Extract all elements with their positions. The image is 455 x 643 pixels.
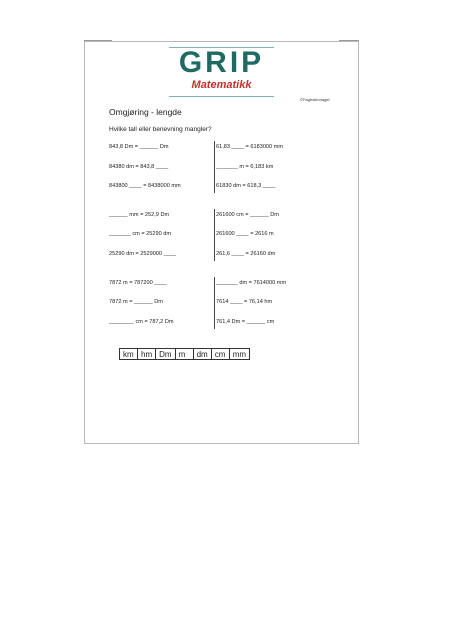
- exercise-right-9: 761,4 Dm = ______ cm: [216, 319, 275, 325]
- exercise-left-1: 843,8 Dm = ______ Dm: [109, 144, 169, 150]
- unit-dam: Dm: [156, 349, 175, 359]
- worksheet-page: [84, 41, 359, 444]
- exercise-left-3: 843800 ____ = 8438000 mm: [109, 183, 181, 189]
- exercise-left-7: 7872 m = 787200 ____: [109, 280, 167, 286]
- column-divider-1: [214, 141, 215, 193]
- exercise-right-8: 7614 ____ = 76,14 hm: [216, 299, 273, 305]
- exercise-right-6: 261,6 ____ = 26160 dm: [216, 251, 276, 257]
- unit-table: [119, 348, 250, 360]
- exercise-left-8: 7872 m = ______ Dm: [109, 299, 163, 305]
- exercise-right-4: 261600 cm = ______ Dm: [216, 212, 279, 218]
- exercise-right-1: 61,83 ____ = 6183000 mm: [216, 144, 284, 150]
- unit-dm: dm: [194, 349, 212, 359]
- page-title: Omgjøring - lengde: [109, 107, 182, 117]
- exercise-left-2: 84380 dm = 843,8 ____: [109, 164, 169, 170]
- exercise-left-9: ________ cm = 787,2 Dm: [109, 319, 174, 325]
- exercise-left-5: _______ cm = 25290 dm: [109, 231, 172, 237]
- exercise-right-2: _______ m = 6,183 km: [216, 164, 274, 170]
- unit-hm: hm: [138, 349, 156, 359]
- question-text: Hvilke tall eller benevning mangler?: [109, 126, 212, 133]
- unit-m: m: [176, 349, 194, 359]
- unit-cm: cm: [212, 349, 230, 359]
- column-divider-2: [214, 209, 215, 261]
- exercise-left-6: 25290 dm = 2529000 ____: [109, 251, 177, 257]
- grip-logo: [169, 48, 274, 91]
- exercise-right-5: 261600 ____ = 2616 m: [216, 231, 274, 237]
- copyright-text: ©Fagbokforlaget: [300, 97, 330, 102]
- exercise-right-7: _______ dm = 7614000 mm: [216, 280, 287, 286]
- exercise-right-3: 61830 dm = 618,3 ____: [216, 183, 276, 189]
- logo-subtitle: Matematikk: [191, 79, 252, 91]
- column-divider-3: [214, 277, 215, 329]
- exercise-left-4: ______ mm = 252,9 Dm: [109, 212, 170, 218]
- unit-km: km: [120, 349, 138, 359]
- logo-title: GRIP: [178, 46, 265, 79]
- unit-mm: mm: [232, 350, 247, 359]
